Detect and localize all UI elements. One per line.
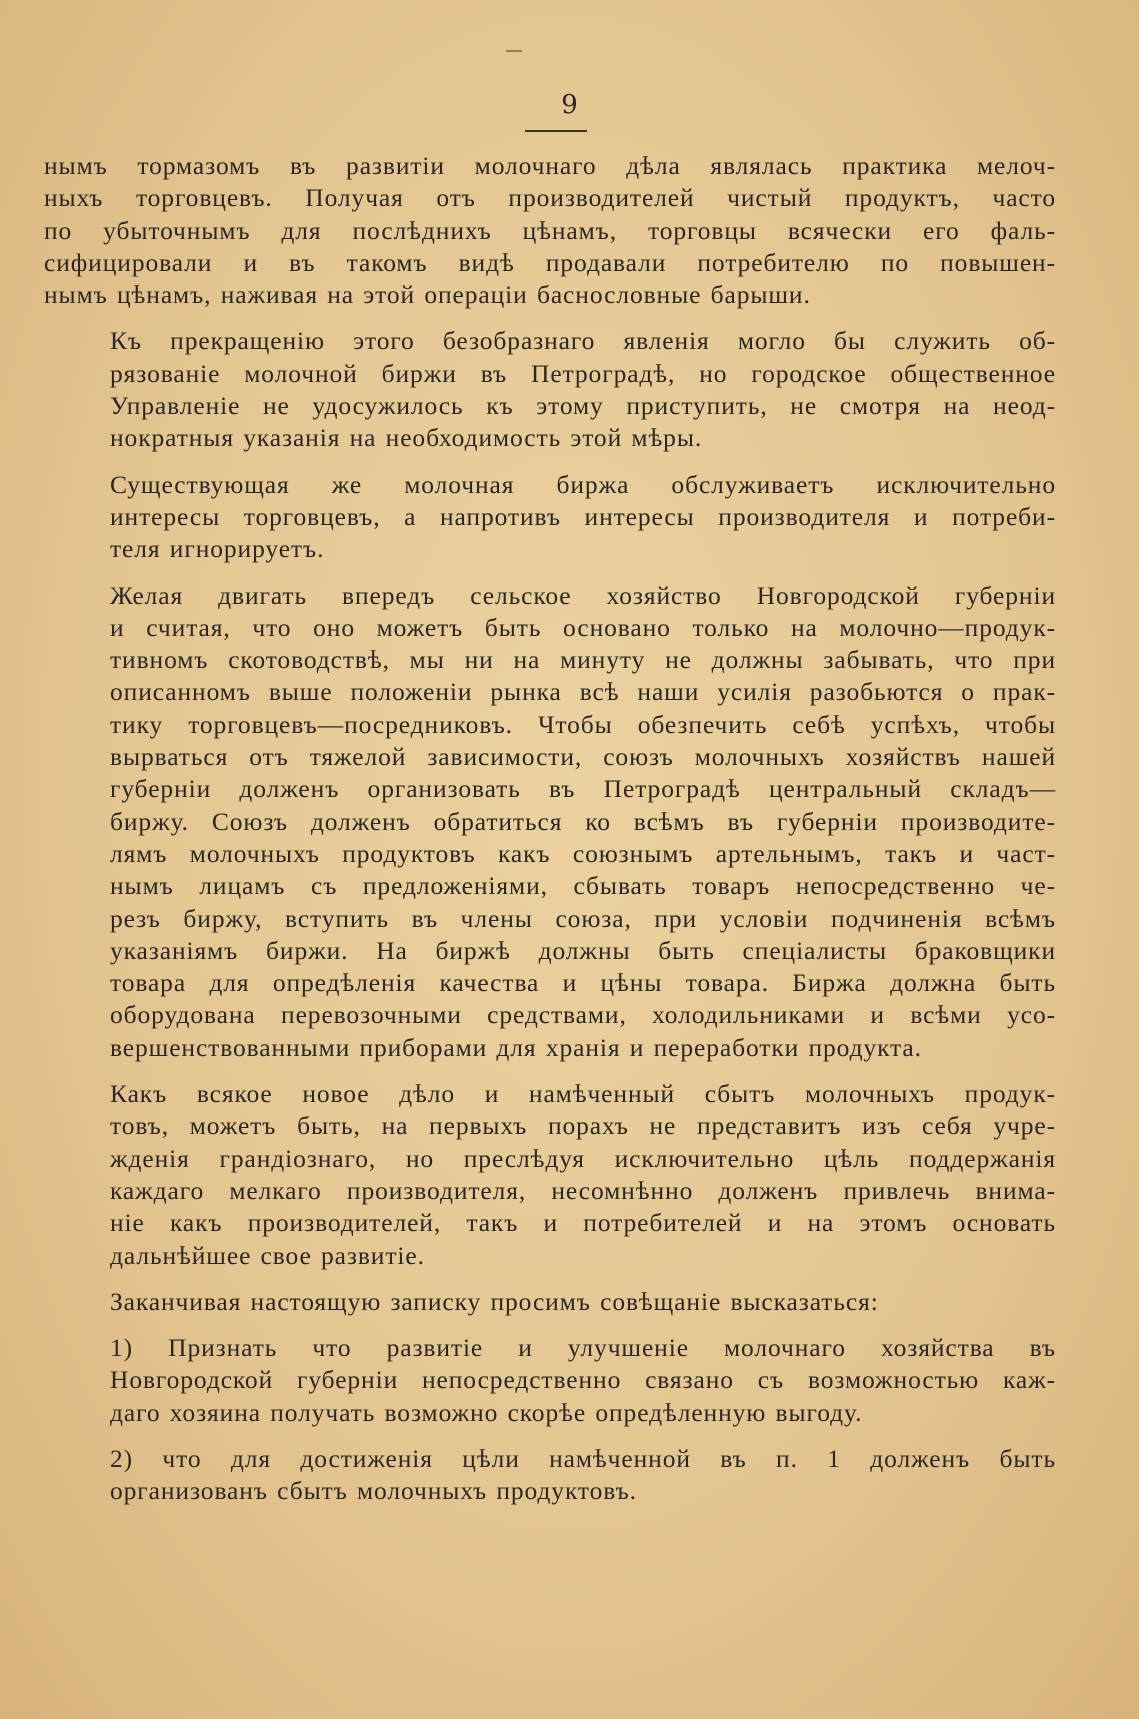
text-line: вырваться отъ тяжелой зависимости, союзъ молочныхъ хозяйствъ нашей xyxy=(110,742,1056,772)
text-line: Управленiе не удосужилось къ этому приступить, не смотря на неод- xyxy=(110,391,1056,421)
text-line: дальнѣйшее свое развитiе. xyxy=(110,1240,425,1270)
text-line: организованъ сбытъ молочныхъ продуктовъ. xyxy=(110,1476,637,1506)
text-line: по убыточнымъ для послѣднихъ цѣнамъ, торговцы всячески его фаль- xyxy=(44,215,1056,245)
text-line: Заканчивая настоящую записку просимъ совѣщанiе высказаться: xyxy=(110,1286,879,1316)
text-line: Къ прекращенiю этого безобразнаго явленiя могло бы служить об- xyxy=(110,326,1056,356)
text-line: оборудована перевозочными средствами, холодильниками и всѣми усо- xyxy=(110,1000,1056,1030)
text-line: каждаго мелкаго производителя, несомнѣнно долженъ привлечь внима- xyxy=(110,1175,1056,1205)
text-line: товъ, можетъ быть, на первыхъ порахъ не представитъ изъ себя учре- xyxy=(110,1111,1056,1141)
text-line: интересы торговцевъ, а напротивъ интересы производителя и потреби- xyxy=(110,501,1056,531)
text-line: и считая, что оно можетъ быть основано только на молочно—продук- xyxy=(110,612,1056,642)
page-number-rule xyxy=(525,130,587,132)
text-line: Существующая же молочная биржа обслуживаетъ исключительно xyxy=(110,469,1056,499)
paragraph xyxy=(44,580,1056,1064)
text-line: Новгородской губернiи непосредственно связано съ возможностью каж- xyxy=(110,1365,1056,1395)
text-line: нократныя указанiя на необходимость этой мѣры. xyxy=(110,423,703,453)
paragraph xyxy=(44,1286,1056,1318)
text-line: резъ биржу, вступить въ члены союза, при условiи подчиненiя всѣмъ xyxy=(110,903,1056,933)
text-line: губернiи долженъ организовать въ Петроградѣ центральный складъ— xyxy=(110,774,1056,804)
text-line: нiе какъ производителей, такъ и потребителей и на этомъ основать xyxy=(110,1208,1056,1238)
text-line: нымъ цѣнамъ, наживая на этой операцiи баснословные барыши. xyxy=(44,280,811,310)
text-line: теля игнорируетъ. xyxy=(110,534,325,564)
text-line: Какъ всякое новое дѣло и намѣченный сбытъ молочныхъ продук- xyxy=(110,1079,1056,1109)
document-body xyxy=(44,150,1056,1508)
text-line: даго хозяина получать возможно скорѣе опредѣленную выгоду. xyxy=(110,1397,863,1427)
paragraph xyxy=(44,1443,1056,1508)
text-line: 1) Признать что развитiе и улучшенiе молочнаго хозяйства въ xyxy=(110,1333,1056,1363)
paragraph xyxy=(44,1332,1056,1429)
text-line: нымъ тормазомъ въ развитiи молочнаго дѣла являлась практика мелоч- xyxy=(44,151,1056,180)
text-line: жденiя грандiознаго, но преслѣдуя исключительно цѣль поддержанiя xyxy=(110,1143,1056,1173)
text-line: вершенствованными приборами для хранiя и переработки продукта. xyxy=(110,1032,922,1062)
text-line: товара для опредѣленiя качества и цѣны товара. Биржа должна быть xyxy=(110,968,1056,998)
text-line: нымъ лицамъ съ предложенiями, сбывать товаръ непосредственно че- xyxy=(110,871,1056,901)
page-number: 9 xyxy=(561,90,578,120)
paragraph xyxy=(44,1078,1056,1272)
text-line: описанномъ выше положенiи рынка всѣ наши усилiя разобьются о прак- xyxy=(110,677,1056,707)
text-line: лямъ молочныхъ продуктовъ какъ союзнымъ артельнымъ, такъ и част- xyxy=(110,838,1056,868)
text-line: указанiямъ биржи. На биржѣ должны быть спецiалисты браковщики xyxy=(110,935,1056,965)
text-line: ныхъ торговцевъ. Получая отъ производителей чистый продуктъ, часто xyxy=(44,183,1056,213)
text-line: биржу. Союзъ долженъ обратиться ко всѣмъ въ губернiи производите- xyxy=(110,806,1056,836)
text-line: сифицировали и въ такомъ видѣ продавали потребителю по повышен- xyxy=(44,247,1056,277)
text-line: тивномъ скотоводствѣ, мы ни на минуту не должны забывать, что при xyxy=(110,645,1056,675)
text-line: 2) что для достиженiя цѣли намѣченной въ п. 1 долженъ быть xyxy=(110,1443,1056,1473)
text-line: Желая двигать впередъ сельское хозяйство Новгородской губернiи xyxy=(110,580,1056,610)
paragraph xyxy=(44,469,1056,566)
top-ink-mark xyxy=(506,50,522,52)
paragraph xyxy=(44,150,1056,311)
paragraph xyxy=(44,325,1056,454)
text-line: тику торговцевъ—посредниковъ. Чтобы обезпечить себѣ успѣхъ, чтобы xyxy=(110,709,1056,739)
text-line: рязованiе молочной биржи въ Петроградѣ, но городское общественное xyxy=(110,358,1056,388)
